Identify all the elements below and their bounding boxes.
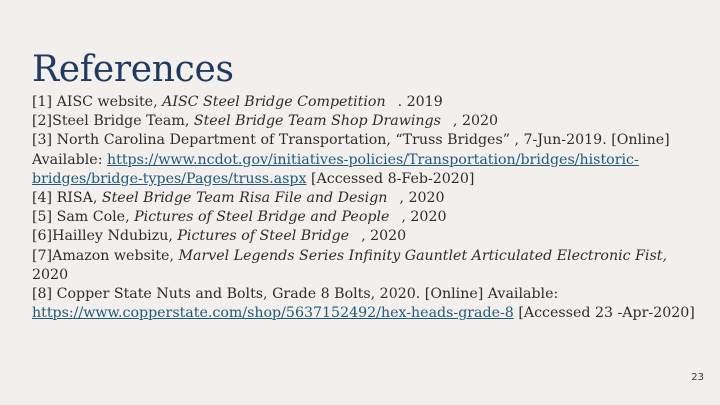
reference-year: . 2019	[397, 94, 443, 110]
reference-year: , 2020	[401, 209, 447, 226]
reference-item	[32, 93, 702, 112]
reference-item	[32, 112, 702, 131]
reference-year: 2020	[32, 266, 69, 283]
reference-item	[32, 285, 702, 323]
reference-link[interactable]: https://www.copperstate.com/shop/5637152492/hex-heads-grade-8	[32, 305, 514, 322]
reference-item	[32, 247, 702, 285]
reference-list	[32, 93, 702, 323]
reference-text: [8] Copper State Nuts and Bolts, Grade 8 Bolts, 2020. [Online] Available:	[32, 286, 559, 303]
reference-item	[32, 208, 702, 227]
reference-title: Pictures of Steel Bridge	[177, 228, 350, 245]
page-number: 23	[691, 372, 704, 383]
reference-accessed: [Accessed 23 -Apr-2020]	[513, 305, 695, 322]
reference-author: [7]Amazon website,	[32, 247, 179, 264]
reference-link[interactable]: https://www.ncdot.gov/initiatives-policies/Transportation/bridges/historic-bridges/bridge-types/Pages/truss.aspx	[32, 151, 639, 187]
reference-text: [3] North Carolina Department of Transportation, “Truss Bridges” , 7-Jun-2019. [Online] Available:	[32, 132, 670, 168]
reference-title: Marvel Legends Series Infinity Gauntlet Articulated Electronic Fist,	[178, 247, 667, 264]
reference-title: AISC Steel Bridge Competition	[162, 94, 386, 110]
reference-accessed: [Accessed 8-Feb-2020]	[306, 170, 475, 187]
reference-author: [4] RISA,	[32, 190, 102, 207]
reference-author: [2]Steel Bridge Team,	[32, 113, 194, 130]
reference-item	[32, 131, 702, 189]
reference-author: [5] Sam Cole,	[32, 209, 135, 226]
reference-item	[32, 189, 702, 208]
reference-item	[32, 227, 702, 246]
reference-year: , 2020	[361, 228, 407, 245]
reference-title: Pictures of Steel Bridge and People	[134, 209, 390, 226]
reference-author: [6]Hailley Ndubizu,	[32, 228, 178, 245]
reference-author: [1] AISC website,	[32, 94, 163, 110]
reference-title: Steel Bridge Team Shop Drawings	[193, 113, 441, 130]
slide-title: References	[32, 49, 234, 90]
reference-year: , 2020	[452, 113, 499, 130]
reference-title: Steel Bridge Team Risa File and Design	[101, 190, 388, 207]
reference-year: , 2020	[399, 190, 445, 207]
